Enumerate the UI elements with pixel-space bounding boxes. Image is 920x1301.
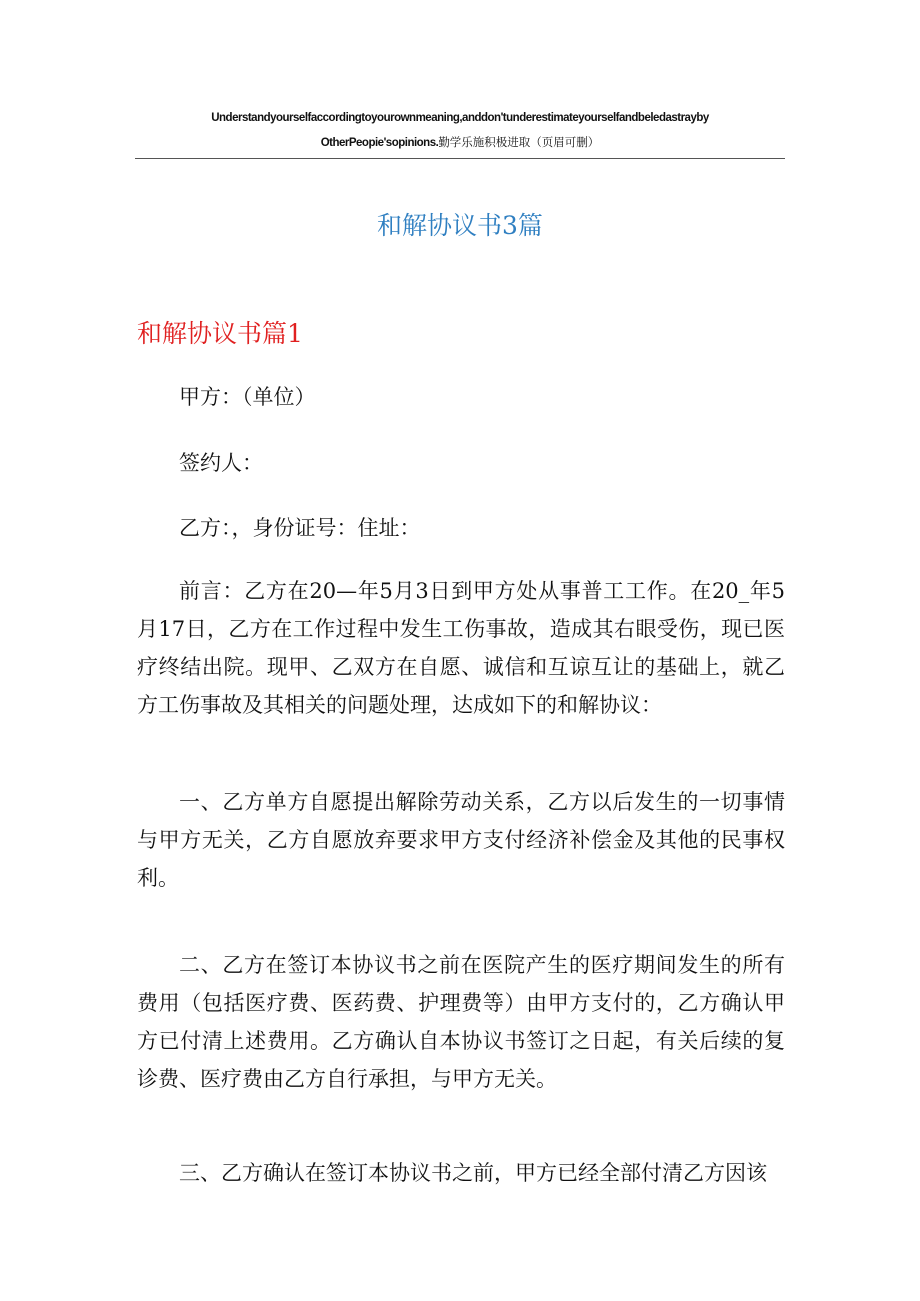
paragraph-party-b: 乙方：，身份证号：住址： (179, 516, 421, 540)
paragraph-clause-3: 三、乙方确认在签订本协议书之前，甲方已经全部付清乙方因该 (179, 1161, 767, 1185)
header-line-2-cn: 勤学乐施积极进取（页眉可删） (438, 135, 600, 149)
paragraph-preface: 前言：乙方在20—年5月3日到甲方处从事普工工作。在20_年5月17日，乙方在工作过程中发生工伤事故，造成其右眼受伤，现已医疗终结出院。现甲、乙双方在自愿、诚信和互谅互让的基础上，就乙方工伤事故及其相关的问题处理，达成如下的和解协议： (137, 579, 785, 717)
header-line-2 (135, 130, 785, 155)
section-title: 和解协议书篇1 (137, 319, 303, 348)
paragraph-party-a: 甲方：（单位） (179, 385, 316, 409)
paragraph-signer: 签约人： (179, 451, 263, 475)
header-line-1: Understandyourselfaccordingtoyourownmeaning,anddon'tunderestimateyourselfandbeledastrayby (211, 112, 709, 124)
header-divider (135, 158, 785, 159)
header-line-2-en: OtherPeopie'sopinions. (320, 137, 439, 149)
document-title: 和解协议书3篇 (377, 211, 543, 240)
paragraph-clause-1: 一、乙方单方自愿提出解除劳动关系，乙方以后发生的一切事情与甲方无关，乙方自愿放弃要求甲方支付经济补偿金及其他的民事权利。 (137, 790, 785, 890)
paragraph-clause-2: 二、乙方在签订本协议书之前在医院产生的医疗期间发生的所有费用（包括医疗费、医药费、护理费等）由甲方支付的，乙方确认甲方已付清上述费用。乙方确认自本协议书签订之日起，有关后续的复诊费、医疗费由乙方自行承担，与甲方无关。 (137, 953, 785, 1091)
page-header (135, 106, 785, 155)
